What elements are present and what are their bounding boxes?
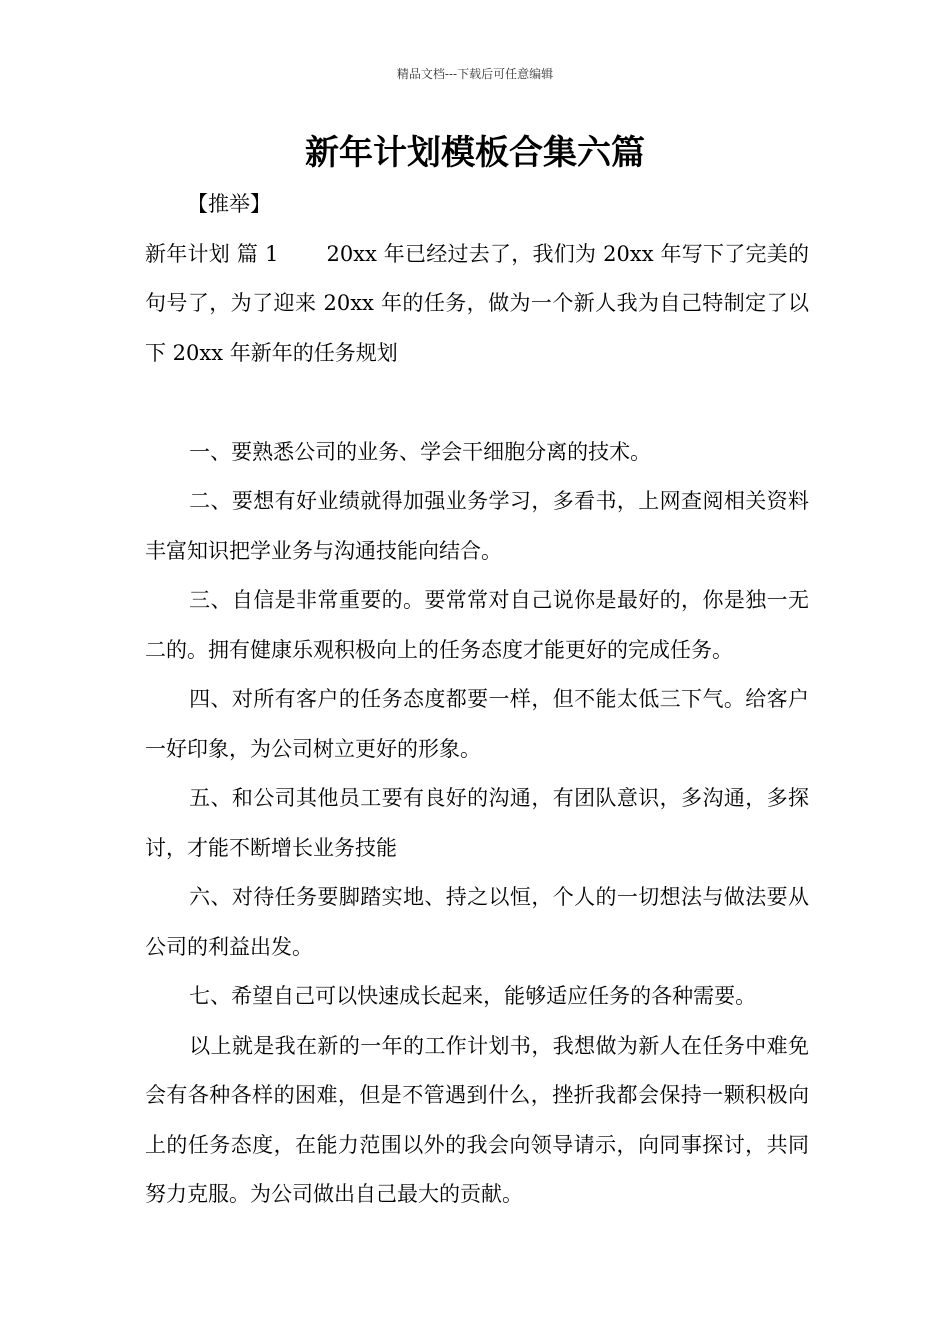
plan-item-1: 一、要熟悉公司的业务、学会干细胞分离的技术。 — [189, 439, 652, 464]
header-note: 精品文档---下载后可任意编辑 — [396, 67, 554, 81]
plan-item-3: 三、自信是非常重要的。要常常对自己说你是最好的，你是独一无二的。拥有健康乐观积极向上的任务态度才能更好的完成任务。 — [145, 588, 809, 662]
plan-item-2: 二、要想有好业绩就得加强业务学习，多看书，上网查阅相关资料丰富知识把学业务与沟通技能向结合。 — [145, 489, 809, 563]
blank-line — [145, 378, 809, 428]
section-label: 新年计划 篇 1 — [145, 241, 279, 266]
plan-item-5: 五、和公司其他员工要有良好的沟通，有团队意识，多沟通，多探讨，才能不断增长业务技能 — [145, 786, 809, 860]
tag-label: 【推举】 — [187, 192, 271, 216]
closing-paragraph: 以上就是我在新的一年的工作计划书，我想做为新人在任务中难免会有各种各样的困难，但是不管遇到什么，挫折我都会保持一颗积极向上的任务态度，在能力范围以外的我会向领导请示，向同事探讨，共同努力克服。为公司做出自己最大的贡献。 — [145, 1033, 809, 1206]
document-title: 新年计划模板合集六篇 — [305, 133, 645, 173]
plan-item-7: 七、希望自己可以快速成长起来，能够适应任务的各种需要。 — [189, 984, 757, 1008]
plan-item-4: 四、对所有客户的任务态度都要一样，但不能太低三下气。给客户一好印象，为公司树立更好的形象。 — [145, 687, 809, 761]
document-body — [145, 180, 809, 1220]
intro-paragraph — [145, 230, 809, 379]
plan-item-6: 六、对待任务要脚踏实地、持之以恒，个人的一切想法与做法要从公司的利益出发。 — [145, 885, 809, 959]
intro-text: 20xx 年已经过去了，我们为 20xx 年写下了完美的句号了，为了迎来 20xx 年的任务，做为一个新人我为自己特制定了以下 20xx 年新年的任务规划 — [145, 241, 809, 365]
